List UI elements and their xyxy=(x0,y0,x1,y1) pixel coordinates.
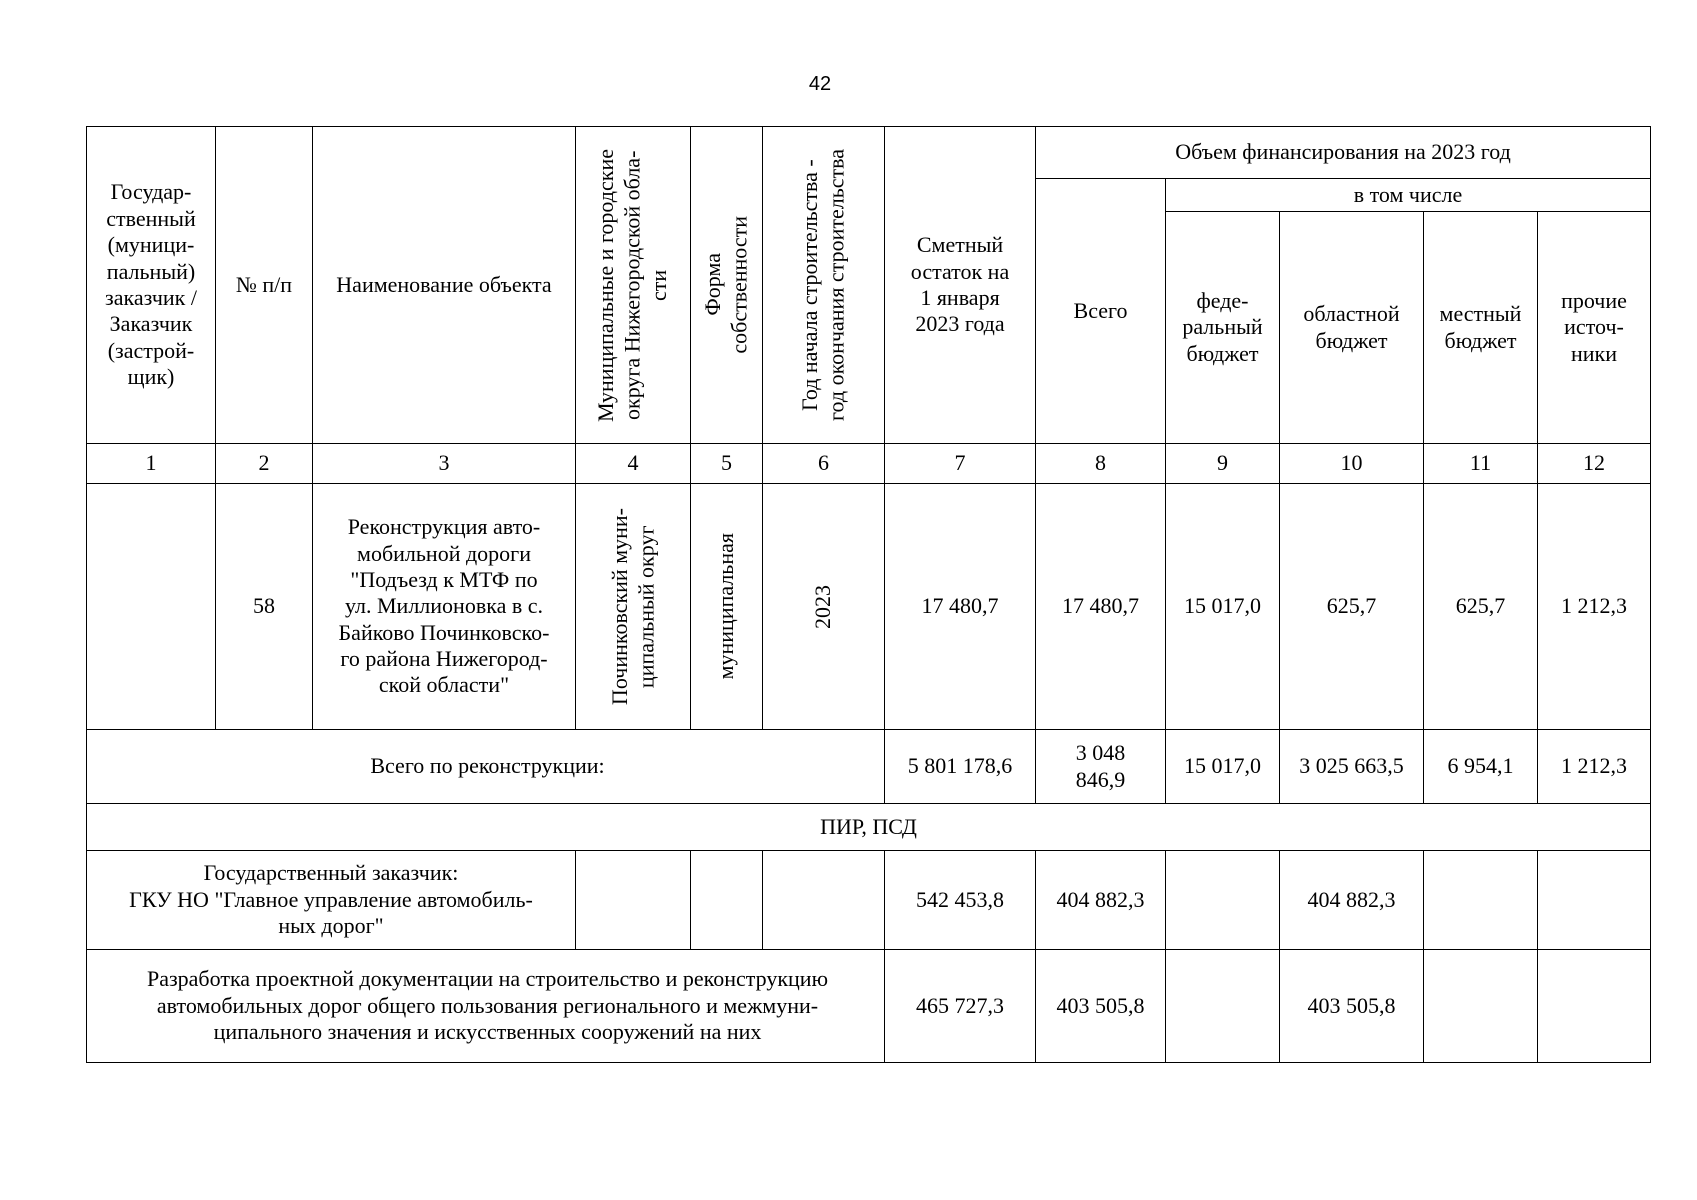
object-local: 625,7 xyxy=(1424,484,1538,730)
header-row xyxy=(87,127,1651,179)
financing-table xyxy=(86,126,1651,1063)
reconstruction-total-regional: 3 025 663,5 xyxy=(1280,730,1424,804)
object-other: 1 212,3 xyxy=(1538,484,1651,730)
design-regional: 403 505,8 xyxy=(1280,950,1424,1063)
object-customer xyxy=(87,484,216,730)
object-ownership-cell xyxy=(691,484,763,730)
column-number: 8 xyxy=(1036,444,1166,484)
column-number: 10 xyxy=(1280,444,1424,484)
design-total: 403 505,8 xyxy=(1036,950,1166,1063)
object-regional: 625,7 xyxy=(1280,484,1424,730)
reconstruction-total-federal: 15 017,0 xyxy=(1166,730,1280,804)
header-years-cell xyxy=(763,127,885,444)
reconstruction-total-total: 3 048 846,9 xyxy=(1036,730,1166,804)
reconstruction-total-local: 6 954,1 xyxy=(1424,730,1538,804)
header-district: Муниципальные и городские округа Нижегородской обла- сти xyxy=(593,148,672,422)
header-number: № п/п xyxy=(216,127,313,444)
section-row xyxy=(87,804,1651,851)
reconstruction-total-other: 1 212,3 xyxy=(1538,730,1651,804)
object-name: Реконструкция авто- мобильной дороги "Подъезд к МТФ по ул. Миллионовка в с. Байково Починковско- го района Нижегород- ской области" xyxy=(313,484,576,730)
object-balance: 17 480,7 xyxy=(885,484,1036,730)
header-district-cell xyxy=(576,127,691,444)
customer-other xyxy=(1538,851,1651,950)
column-number: 2 xyxy=(216,444,313,484)
reconstruction-total-balance: 5 801 178,6 xyxy=(885,730,1036,804)
column-number: 5 xyxy=(691,444,763,484)
design-other xyxy=(1538,950,1651,1063)
customer-regional: 404 882,3 xyxy=(1280,851,1424,950)
column-number: 3 xyxy=(313,444,576,484)
customer-local xyxy=(1424,851,1538,950)
object-district: Починковский муни- ципальный округ xyxy=(606,507,658,706)
object-row xyxy=(87,484,1651,730)
object-ownership: муниципальная xyxy=(713,533,739,680)
object-years-cell xyxy=(763,484,885,730)
object-years: 2023 xyxy=(810,584,836,629)
header-local: местный бюджет xyxy=(1424,212,1538,444)
reconstruction-total-label: Всего по реконструкции: xyxy=(87,730,885,804)
column-number: 7 xyxy=(885,444,1036,484)
customer-empty-cell xyxy=(576,851,691,950)
customer-row xyxy=(87,851,1651,950)
design-federal xyxy=(1166,950,1280,1063)
header-customer: Государ- ственный (муници- пальный) заказчик / Заказчик (застрой- щик) xyxy=(87,127,216,444)
header-regional: областной бюджет xyxy=(1280,212,1424,444)
object-federal: 15 017,0 xyxy=(1166,484,1280,730)
design-balance: 465 727,3 xyxy=(885,950,1036,1063)
header-other: прочие источ- ники xyxy=(1538,212,1651,444)
column-number: 11 xyxy=(1424,444,1538,484)
object-district-cell xyxy=(576,484,691,730)
reconstruction-total-row xyxy=(87,730,1651,804)
customer-empty-cell xyxy=(763,851,885,950)
header-years: Год начала строительства - год окончания строительства xyxy=(797,149,849,421)
design-row xyxy=(87,950,1651,1063)
object-number: 58 xyxy=(216,484,313,730)
column-number: 9 xyxy=(1166,444,1280,484)
customer-balance: 542 453,8 xyxy=(885,851,1036,950)
customer-empty-cell xyxy=(691,851,763,950)
header-ownership: Форма собственности xyxy=(700,216,752,354)
section-title: ПИР, ПСД xyxy=(87,804,1651,851)
design-local xyxy=(1424,950,1538,1063)
customer-label: Государственный заказчик: ГКУ НО "Главное управление автомобиль- ных дорог" xyxy=(87,851,576,950)
column-numbers-row xyxy=(87,444,1651,484)
header-total: Всего xyxy=(1036,179,1166,444)
design-label: Разработка проектной документации на строительство и реконструкцию автомобильных дорог общего пользования регионального и межмуни- ципального значения и искусственных сооружений на них xyxy=(87,950,885,1063)
customer-federal xyxy=(1166,851,1280,950)
column-number: 1 xyxy=(87,444,216,484)
page-number: 42 xyxy=(808,73,832,95)
header-financing-title: Объем финансирования на 2023 год xyxy=(1036,127,1651,179)
column-number: 12 xyxy=(1538,444,1651,484)
object-total: 17 480,7 xyxy=(1036,484,1166,730)
header-balance: Сметный остаток на 1 января 2023 года xyxy=(885,127,1036,444)
column-number: 4 xyxy=(576,444,691,484)
header-federal: феде- ральный бюджет xyxy=(1166,212,1280,444)
header-ownership-cell xyxy=(691,127,763,444)
customer-total: 404 882,3 xyxy=(1036,851,1166,950)
header-object-name: Наименование объекта xyxy=(313,127,576,444)
column-number: 6 xyxy=(763,444,885,484)
header-including: в том числе xyxy=(1166,179,1651,212)
